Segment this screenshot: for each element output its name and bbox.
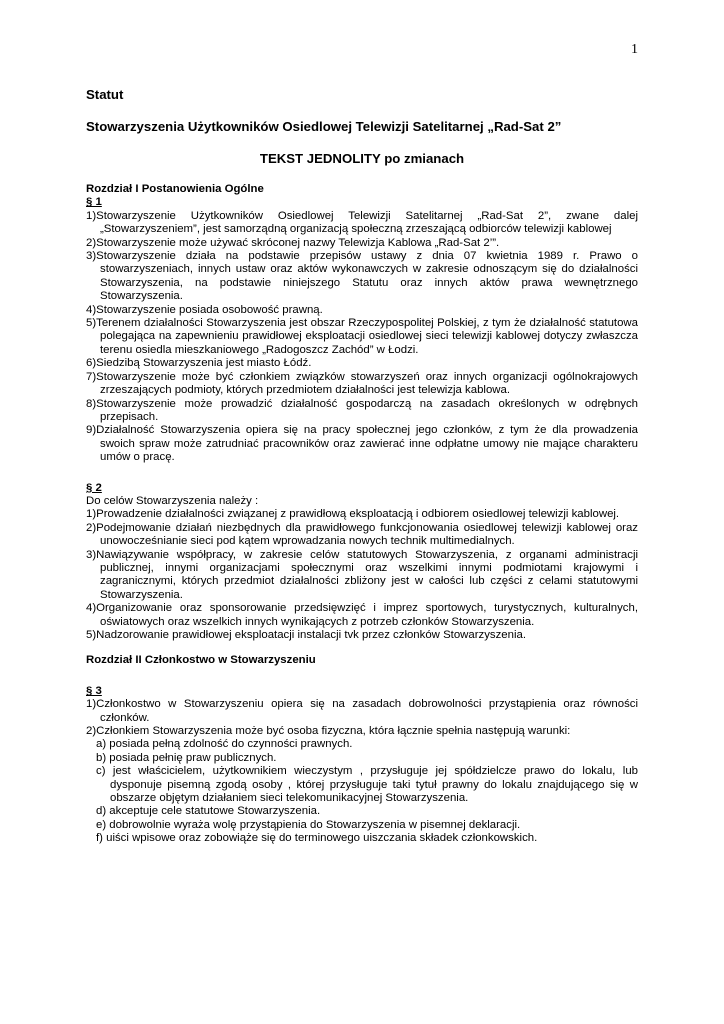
document-subtitle: Stowarzyszenia Użytkowników Osiedlowej Telewizji Satelitarnej „Rad-Sat 2” (86, 119, 562, 134)
list-item: 7)Stowarzyszenie może być członkiem związków stowarzyszeń oraz innych organizacji ogólnokrajowych zrzeszających podmioty, których przedmiotem działalności jest telewizja kablowa. (86, 370, 638, 397)
sub-list-item: e) dobrowolnie wyraża wolę przystąpienia do Stowarzyszenia w pisemnej deklaracji. (96, 818, 521, 831)
sub-list-item: b) posiada pełnię praw publicznych. (96, 751, 277, 764)
document-title: Statut (86, 87, 124, 102)
list-item: 3)Stowarzyszenie działa na podstawie przepisów ustawy z dnia 07 kwietnia 1989 r. Prawo o stowarzyszeniach, innych ustaw oraz aktów wykonawczych w zakresie odnoszącym się do działalności Stowarzyszenia, na podstawie niniejszego Statutu oraz innych aktów prawa wewnętrznego Stowarzyszenia. (86, 250, 638, 303)
list-item: 6)Siedzibą Stowarzyszenia jest miasto Łódź. (86, 357, 312, 370)
section-title: § 2 (86, 481, 102, 494)
section-title: § 3 (86, 684, 102, 697)
list-item: 1)Stowarzyszenie Użytkowników Osiedlowej Telewizji Satelitarnej „Rad-Sat 2”, zwane dalej „Stowarzyszeniem”, jest samorządną organizacją społeczną zrzeszającą odbiorców telewizji kablowej (86, 209, 638, 236)
sub-list-item: d) akceptuje cele statutowe Stowarzyszenia. (96, 805, 321, 818)
list-item: 2)Członkiem Stowarzyszenia może być osoba fizyczna, która łącznie spełnia następują warunki: (86, 725, 571, 738)
page-number: 1 (631, 42, 638, 57)
list-item: 4)Stowarzyszenie posiada osobowość prawną. (86, 303, 323, 316)
chapter-heading: Rozdział II Członkostwo w Stowarzyszeniu (86, 654, 316, 667)
list-item: 4)Organizowanie oraz sponsorowanie przedsięwzięć i imprez sportowych, turystycznych, kulturalnych, oświatowych oraz wszelkich innych wynikających z potrzeb członków Stowarzyszenia. (86, 602, 638, 628)
list-item: 8)Stowarzyszenie może prowadzić działalność gospodarczą na zasadach określonych w odrębnych przepisach. (86, 397, 638, 423)
consolidated-text-heading: TEKST JEDNOLITY po zmianach (259, 151, 465, 166)
section-title: § 1 (86, 196, 102, 209)
chapter-heading: Rozdział I Postanowienia Ogólne (86, 183, 264, 195)
list-item: 2)Podejmowanie działań niezbędnych dla prawidłowego funkcjonowania osiedlowej telewizji kablowej oraz unowocześnianie sieci pod kątem wprowadzania nowych technik multimedialnych. (86, 521, 638, 548)
sub-list-item: c) jest właścicielem, użytkownikiem wieczystym , przysługuje jej spółdzielcze prawo do lokalu, lub dysponuje pisemną zgodą osoby , której przysługuje taki tytuł prawny do lokalu znajdującego się w obszarze objętym działaniem sieci telekomunikacyjnej Stowarzyszenia. (96, 765, 638, 805)
sub-list-item: a) posiada pełną zdolność do czynności prawnych. (96, 738, 353, 751)
list-item: 1)Prowadzenie działalności związanej z prawidłową eksploatacją i odbiorem osiedlowej telewizji kablowej. (86, 508, 620, 521)
list-item: 3)Nawiązywanie współpracy, w zakresie celów statutowych Stowarzyszenia, z organami administracji publicznej, innymi organizacjami społecznymi oraz wszelkimi innymi podmiotami krajowymi i zagranicznymi, których przedmiot działalności zbliżony jest w całości lub części z celami statutowymi Stowarzyszenia. (86, 548, 638, 601)
section-intro: Do celów Stowarzyszenia należy : (86, 494, 259, 507)
sub-list-item: f) uiści wpisowe oraz zobowiąże się do terminowego uiszczania składek członkowskich. (96, 832, 538, 845)
list-item: 5)Nadzorowanie prawidłowej eksploatacji instalacji tvk przez członków Stowarzyszenia. (86, 629, 526, 641)
document-body (86, 87, 638, 846)
list-item: 5)Terenem działalności Stowarzyszenia jest obszar Rzeczypospolitej Polskiej, z tym że działalność statutowa polegająca na zapewnieniu prawidłowej eksploatacji osiedlowej sieci telewizji kablowej dotyczy zwłaszcza terenu osiedla mieszkaniowego „Radogoszcz Zachód” w Łodzi. (86, 317, 638, 356)
list-item: 9)Działalność Stowarzyszenia opiera się na pracy społecznej jego członków, z tym że dla prowadzenia swoich spraw może zatrudniać pracowników oraz zawierać inne odpłatne umowy nie mające charakteru umów o pracę. (86, 424, 638, 464)
list-item: 1)Członkostwo w Stowarzyszeniu opiera się na zasadach dobrowolności przystąpienia oraz równości członków. (86, 698, 638, 724)
list-item: 2)Stowarzyszenie może używać skróconej nazwy Telewizja Kablowa „Rad-Sat 2’”. (86, 236, 500, 249)
